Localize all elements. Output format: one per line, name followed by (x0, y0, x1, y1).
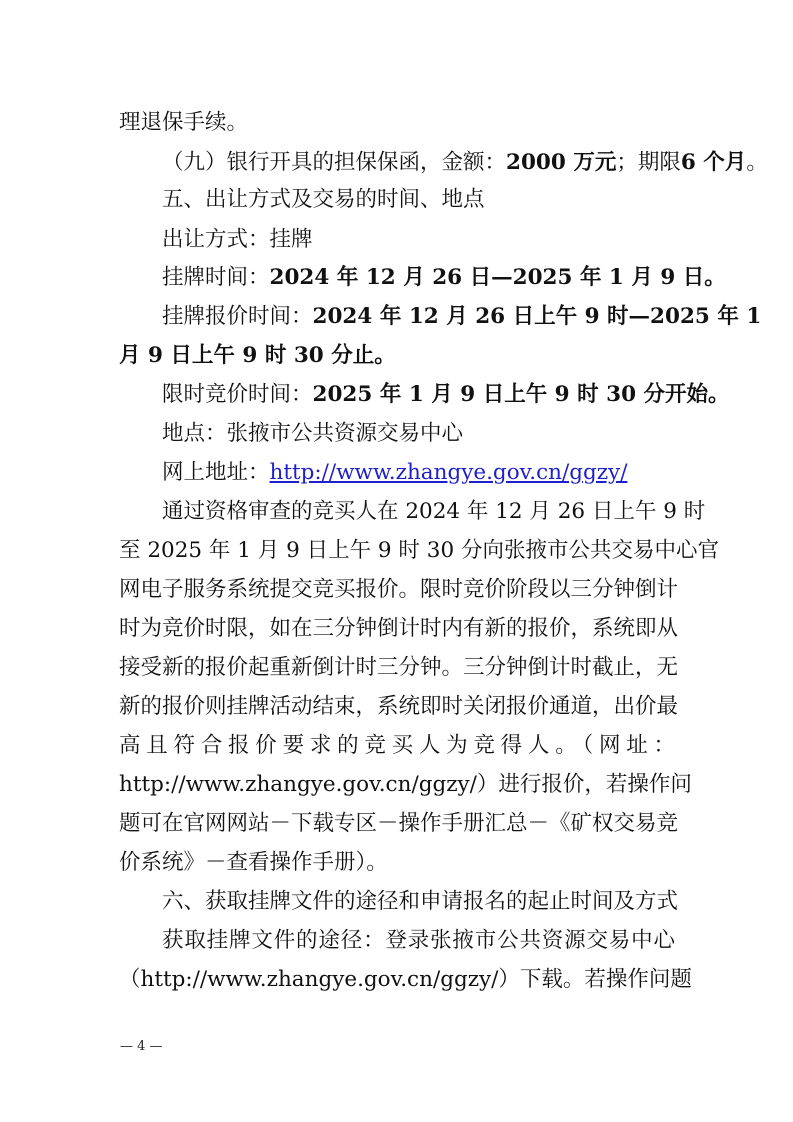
paragraph-text: 至 2025 年 1 月 9 日上午 9 时 30 分向张掖市公共交易中心官 (119, 538, 719, 563)
text-line (119, 804, 679, 844)
text-line (162, 414, 675, 454)
bidding-time-label: 限时竞价时间： (162, 382, 313, 407)
text-line (119, 531, 719, 571)
text-line (162, 921, 675, 961)
text-line (162, 220, 675, 260)
section-six-heading: 六、获取挂牌文件的途径和申请报名的起止时间及方式 (162, 889, 679, 914)
paragraph-text: 获取挂牌文件的途径：登录张掖市公共资源交易中心 (162, 928, 675, 953)
paragraph-text: 新的报价则挂牌活动结束，系统即时关闭报价通道，出价最 (119, 694, 679, 719)
section-five-heading: 五、出让方式及交易的时间、地点 (162, 187, 485, 212)
text-line (119, 103, 675, 143)
quote-time-value: 2024 年 12 月 26 日上午 9 时—2025 年 1 (312, 304, 762, 329)
period-value: 6 个月 (680, 150, 747, 175)
paragraph-text: 通过资格审查的竞买人在 2024 年 12 月 26 日上午 9 时 (162, 499, 706, 524)
text-line (119, 843, 675, 883)
web-address-link[interactable]: http://www.zhangye.gov.cn/ggzy/ (269, 460, 628, 485)
listing-time-label: 挂牌时间： (162, 265, 270, 290)
paragraph-text: 网电子服务系统提交竞买报价。限时竞价阶段以三分钟倒计 (119, 577, 679, 602)
text-line (162, 453, 675, 493)
paragraph-text: 接受新的报价起重新倒计时三分钟。三分钟倒计时截止，无 (119, 655, 679, 680)
line-text: 。 (746, 150, 768, 175)
amount-value: 2000 万元 (506, 150, 617, 175)
quote-time-label: 挂牌报价时间： (162, 304, 313, 329)
text-line (162, 143, 768, 183)
paragraph-text: 价系统》－查看操作手册）。 (119, 850, 388, 875)
transfer-method: 出让方式：挂牌 (162, 227, 313, 252)
text-line (162, 492, 706, 532)
text-line (119, 570, 679, 610)
paragraph-text: （http://www.zhangye.gov.cn/ggzy/）下载。若操作问题 (119, 967, 692, 992)
paragraph-text: 题可在官网网站－下载专区－操作手册汇总－《矿权交易竞 (119, 811, 679, 836)
section-heading (162, 882, 679, 922)
text-line (119, 609, 679, 649)
quote-time-value-cont: 月 9 日上午 9 时 30 分止。 (119, 343, 396, 368)
text-line (162, 375, 730, 415)
page-number: — 4 — (120, 1039, 163, 1054)
text-line (162, 258, 726, 298)
line-text: ；期限 (616, 150, 681, 175)
text-line (119, 960, 692, 1000)
bidding-time-value: 2025 年 1 月 9 日上午 9 时 30 分开始。 (312, 382, 730, 407)
section-heading (162, 180, 675, 220)
line-text: 理退保手续。 (119, 110, 249, 135)
line-text: （九）银行开具的担保保函，金额： (162, 150, 507, 175)
text-line (119, 648, 679, 688)
paragraph-text: 高且符合报价要求的竞买人为竞得人。（网址： (119, 733, 675, 758)
location: 地点：张掖市公共资源交易中心 (162, 421, 464, 446)
text-line (119, 687, 679, 727)
paragraph-text: http://www.zhangye.gov.cn/ggzy/）进行报价，若操作问 (119, 772, 692, 797)
text-line (119, 336, 675, 376)
text-line (119, 765, 692, 805)
text-line (119, 726, 675, 766)
text-line (162, 297, 762, 337)
listing-time-value: 2024 年 12 月 26 日—2025 年 1 月 9 日。 (269, 265, 726, 290)
paragraph-text: 时为竞价时限，如在三分钟倒计时内有新的报价，系统即从 (119, 616, 679, 641)
web-address-label: 网上地址： (162, 460, 270, 485)
